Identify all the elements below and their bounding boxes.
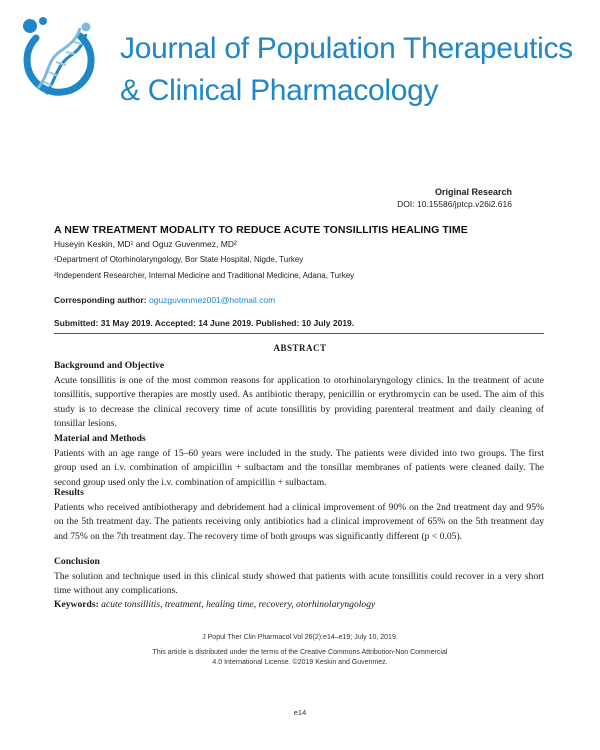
affiliation-1: ¹Department of Otorhinolaryngology, Bor State Hospital, Nigde, Turkey: [54, 255, 304, 264]
conclusion-heading: Conclusion: [54, 556, 100, 567]
publication-dates: Submitted: 31 May 2019. Accepted: 14 June 2019. Published: 10 July 2019.: [54, 318, 355, 328]
journal-title: [120, 28, 590, 112]
authors: Huseyin Keskin, MD¹ and Oguz Guvenmez, MD²: [54, 239, 237, 249]
results-text: Patients who received antibiotherapy and debridement had a clinical improvement of 90% on the 2nd treatment day and 95% on the 5th treatment day. The patients receiving only antibiotics had a clinical improvement of 65% on the 5th treatment day and 75% on the 7th treatment day. The recovery time of both groups was significantly different (p < 0.05).: [54, 501, 544, 542]
background-text: Acute tonsillitis is one of the most common reasons for application to otorhinolaryngology clinics. In the treatment of acute tonsillitis, supportive therapies are mostly used. As antibiotic therapy, penicillin or erythromycin can be used. The aim of this study is to decrease the clinical recovery time of acute tonsillitis by providing parenteral treatment and daily cleaning of tonsillar lesions.: [54, 374, 544, 429]
abstract-heading: ABSTRACT: [273, 343, 327, 353]
abstract-results: [54, 486, 544, 544]
abstract-methods: [54, 432, 544, 490]
methods-heading: Material and Methods: [54, 433, 146, 444]
affiliation-2: ²Independent Researcher, Internal Medicine and Traditional Medicine, Adana, Turkey: [54, 271, 355, 280]
results-heading: Results: [54, 487, 84, 498]
corresponding-email-link[interactable]: oguzguvenmez001@hotmail.com: [148, 295, 276, 305]
doi[interactable]: DOI: 10.15586/jptcp.v26i2.616: [397, 199, 512, 209]
corresponding-label: Corresponding author:: [54, 295, 147, 305]
divider: [54, 333, 544, 334]
keywords-label: Keywords:: [54, 599, 99, 610]
article-title: A NEW TREATMENT MODALITY TO REDUCE ACUTE TONSILLITIS HEALING TIME: [54, 224, 468, 236]
footer-citation: J Popul Ther Clin Pharmacol Vol 26(2):e14–e19; July 10, 2019.: [202, 634, 398, 641]
corresponding-author: [54, 295, 275, 305]
methods-text: Patients with an age range of 15–60 years were included in the study. The patients were divided into two groups. The first group used an i.v. combination of ampicillin + sulbactam and the tonsillar membranes of patients were cleaned daily. The second group used only the i.v. combination of ampicillin + sulbactam.: [54, 447, 544, 488]
keywords: [54, 599, 375, 610]
abstract-conclusion: [54, 555, 544, 599]
keywords-text: acute tonsillitis, treatment, healing time, recovery, otorhinolaryngology: [101, 599, 376, 610]
dna-helix-logo-icon: [16, 14, 104, 108]
conclusion-text: The solution and technique used in this clinical study showed that patients with acute tonsillitis could recover in a very short time without any complications.: [54, 570, 544, 596]
article-type: Original Research: [434, 187, 512, 197]
journal-title-line1: Journal of Population Therapeutics: [120, 32, 573, 65]
page-number: e14: [293, 708, 307, 717]
journal-title-line2: & Clinical Pharmacology: [120, 74, 439, 107]
footer-license: This article is distributed under the terms of the Creative Commons Attribution-Non Commercial 4.0 International License. ©2019 Keskin and Guvenmez.: [152, 649, 448, 666]
abstract-background: [54, 359, 544, 432]
background-heading: Background and Objective: [54, 360, 165, 371]
